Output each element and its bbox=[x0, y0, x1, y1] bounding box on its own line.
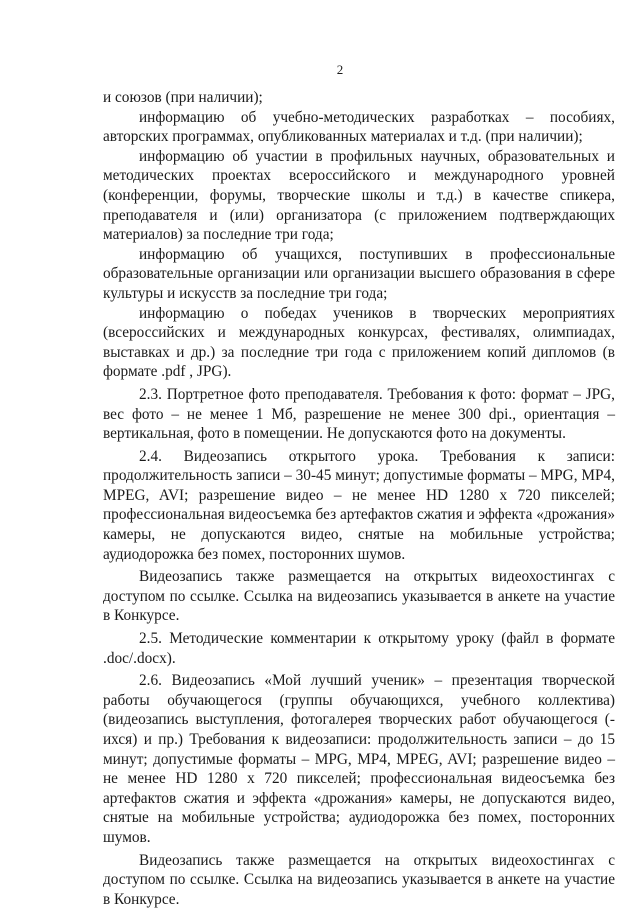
paragraph-methodical-developments: информацию об учебно-методических разработках – пособиях, авторских программах, опубликованных материалах и т.д. (при наличии); bbox=[103, 108, 615, 146]
paragraph-students-admitted: информацию об учащихся, поступивших в профессиональные образовательные организации или организации высшего образования в сфере культуры и искусств за последние три года; bbox=[103, 245, 615, 302]
page-number: 2 bbox=[336, 62, 344, 77]
paragraph-student-victories: информацию о победах учеников в творческих мероприятиях (всероссийских и международных конкурсах, фестивалях, олимпиадах, выставках и др.) за последние три года с приложением копий дипломов (в формате .pdf , JPG). bbox=[103, 304, 615, 381]
paragraph-projects-participation: информацию об участии в профильных научных, образовательных и методических проектах всероссийского и международного уровней (конференции, форумы, творческие школы и т.д.) в качестве спикера, преподавателя и (или) организатора (с приложением подтверждающих материалов) за последние три года; bbox=[103, 147, 615, 244]
paragraph-2-4-open-lesson-video: 2.4. Видеозапись открытого урока. Требования к записи: продолжительность записи – 30-45 минут; допустимые форматы – MPG, MP4, MPEG, AVI; разрешение видео – не менее HD 1280 x 720 пикселей; профессиональная видеосъемка без артефактов сжатия и эффекта «дрожания» камеры, не допускаются видео, снятые на мобильные устройства; аудиодорожка без помех, посторонних шумов. bbox=[103, 447, 615, 563]
paragraph-2-5-methodical-comments: 2.5. Методические комментарии к открытому уроку (файл в формате .doc/.docx). bbox=[103, 630, 615, 667]
paragraph-2-6-best-student-video: 2.6. Видеозапись «Мой лучший ученик» – презентация творческой работы обучающегося (группы обучающихся, учебного коллектива) (видеозапись выступления, фотогалерея творческих работ обучающегося (-ихся) и пр.) Требования к видеозаписи: продолжительность записи – до 15 минут; допустимые форматы – MPG, MP4, MPEG, AVI; разрешение видео – не менее HD 1280 x 720 пикселей; профессиональная видеосъемка без артефактов сжатия и эффекта «дрожания» камеры, не допускаются видео, снятые на мобильные устройства; аудиодорожка без помех, посторонних шумов. bbox=[103, 672, 615, 846]
paragraph-video-hosting-1: Видеозапись также размещается на открытых видеохостингах с доступом по ссылке. Ссылка на видеозапись указывается в анкете на участие в Конкурсе. bbox=[103, 568, 615, 625]
paragraph-video-hosting-2: Видеозапись также размещается на открытых видеохостингах с доступом по ссылке. Ссылка на видеозапись указывается в анкете на участие в Конкурсе. bbox=[103, 851, 615, 908]
paragraph-unions: и союзов (при наличии); bbox=[103, 89, 263, 106]
document-body bbox=[103, 88, 615, 909]
paragraph-2-3-portrait-photo: 2.3. Портретное фото преподавателя. Требования к фото: формат – JPG, вес фото – не менее 1 Мб, разрешение не менее 300 dpi., ориентация – вертикальная, фото в помещении. Не допускаются фото на документы. bbox=[103, 385, 615, 443]
